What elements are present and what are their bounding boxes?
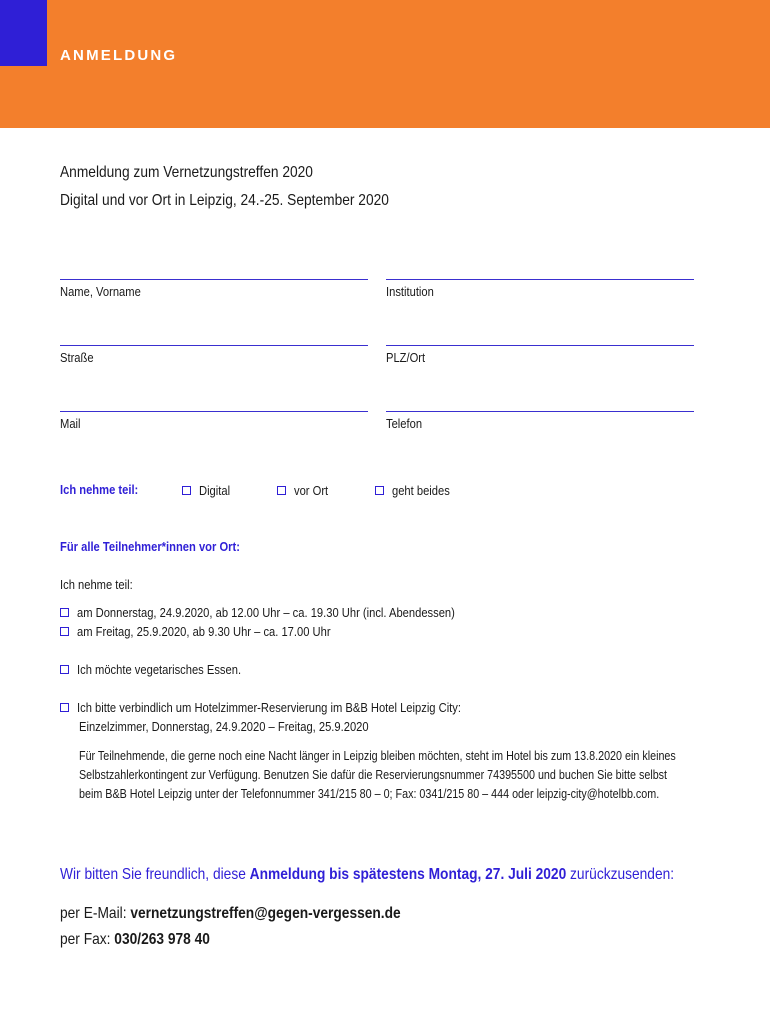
participation-label: Ich nehme teil: [60, 482, 139, 497]
checkbox-vegetarian[interactable] [60, 665, 69, 674]
checkbox-beides[interactable] [375, 486, 384, 495]
form-heading: Anmeldung zum Vernetzungstreffen 2020 [60, 164, 313, 181]
street-field[interactable] [60, 345, 368, 365]
checkbox-day2[interactable] [60, 627, 69, 636]
option-day2-label: am Freitag, 25.9.2020, ab 9.30 Uhr – ca. 17.00 Uhr [77, 624, 331, 639]
contact-fax-number: 030/263 978 40 [114, 931, 210, 948]
zip-city-field[interactable] [386, 345, 694, 365]
checkbox-digital[interactable] [182, 486, 191, 495]
onsite-heading: Für alle Teilnehmer*innen vor Ort: [60, 539, 240, 554]
option-vor-ort-label: vor Ort [294, 483, 329, 498]
contact-fax-label: per Fax: [60, 931, 115, 948]
checkbox-hotel[interactable] [60, 703, 69, 712]
option-hotel[interactable] [60, 700, 524, 715]
option-beides[interactable] [375, 483, 459, 498]
street-field-label: Straße [60, 350, 94, 365]
cta-text-part1: Wir bitten Sie freundlich, diese [60, 866, 250, 883]
onsite-ich-nehme-teil: Ich nehme teil: [60, 577, 133, 592]
option-vor-ort[interactable] [277, 483, 334, 498]
mail-field-label: Mail [60, 416, 81, 431]
hotel-note-line: Selbstzahlerkontingent zur Verfügung. Benutzen Sie dafür die Reservierungsnummer 74395500 und buchen Sie bitte selbst [79, 768, 668, 782]
phone-field-label: Telefon [386, 416, 423, 431]
contact-email-address[interactable]: vernetzungstreffen@gegen-vergessen.de [130, 905, 401, 922]
checkbox-vor-ort[interactable] [277, 486, 286, 495]
name-field[interactable] [60, 279, 368, 299]
option-day2[interactable] [60, 624, 372, 639]
cta-deadline: Anmeldung bis spätestens Montag, 27. Juli 2020 [249, 866, 567, 883]
zip-city-field-label: PLZ/Ort [386, 350, 426, 365]
header-band [0, 0, 770, 128]
form-subheading: Digital und vor Ort in Leipzig, 24.-25. September 2020 [60, 192, 389, 209]
header-accent-block [0, 0, 47, 66]
option-beides-label: geht beides [392, 483, 450, 498]
hotel-note-line: Für Teilnehmende, die gerne noch eine Nacht länger in Leipzig bleiben möchten, steht im Hotel bis zum 13.8.2020 ein kleines [79, 749, 676, 763]
page-title: ANMELDUNG [60, 47, 178, 64]
contact-fax [60, 931, 210, 949]
mail-field[interactable] [60, 411, 368, 431]
option-vegetarian-label: Ich möchte vegetarisches Essen. [77, 662, 242, 677]
option-vegetarian[interactable] [60, 662, 268, 677]
option-day1[interactable] [60, 605, 516, 620]
institution-field[interactable] [386, 279, 694, 299]
contact-email [60, 905, 401, 923]
option-digital[interactable] [182, 483, 235, 498]
return-deadline-text [60, 866, 674, 884]
option-digital-label: Digital [199, 483, 231, 498]
checkbox-day1[interactable] [60, 608, 69, 617]
phone-field[interactable] [386, 411, 694, 431]
hotel-note [79, 747, 676, 804]
option-hotel-label: Ich bitte verbindlich um Hotelzimmer-Reservierung im B&B Hotel Leipzig City: [77, 700, 461, 715]
hotel-room-details: Einzelzimmer, Donnerstag, 24.9.2020 – Freitag, 25.9.2020 [79, 719, 369, 734]
institution-field-label: Institution [386, 284, 434, 299]
contact-email-label: per E-Mail: [60, 905, 131, 922]
name-field-label: Name, Vorname [60, 284, 141, 299]
hotel-note-line: beim B&B Hotel Leipzig unter der Telefonnummer 341/215 80 – 0; Fax: 0341/215 80 – 444 oder leipzig-city@hotelbb.com. [79, 787, 660, 801]
option-day1-label: am Donnerstag, 24.9.2020, ab 12.00 Uhr – ca. 19.30 Uhr (incl. Abendessen) [77, 605, 455, 620]
cta-text-part2: zurückzusenden: [566, 866, 675, 883]
